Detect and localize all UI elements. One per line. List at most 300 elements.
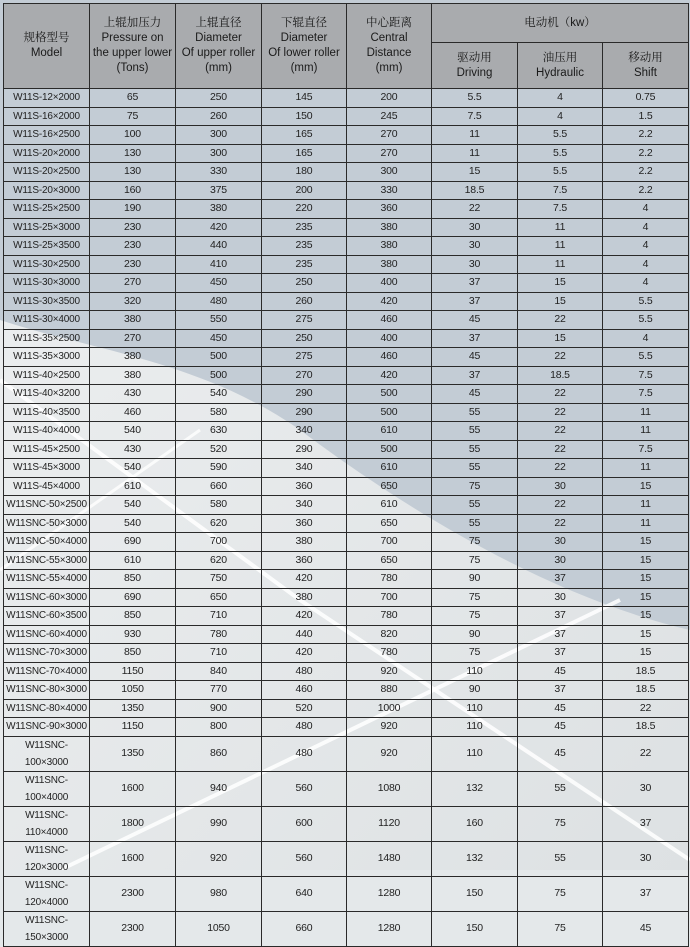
cell-upper-roller: 300 — [176, 144, 262, 163]
cell-hydraulic: 45 — [518, 736, 603, 771]
cell-model: W11S-20×3000 — [4, 181, 90, 200]
cell-lower-roller: 560 — [262, 771, 347, 806]
cell-pressure: 430 — [90, 385, 176, 404]
table-row — [4, 255, 689, 274]
cell-upper-roller: 540 — [176, 385, 262, 404]
cell-lower-roller: 275 — [262, 348, 347, 367]
cell-shift: 11 — [603, 496, 689, 515]
cell-driving: 5.5 — [432, 89, 518, 108]
cell-pressure: 270 — [90, 329, 176, 348]
cell-driving: 55 — [432, 422, 518, 441]
cell-shift: 18.5 — [603, 718, 689, 737]
cell-shift: 2.2 — [603, 181, 689, 200]
cell-upper-roller: 710 — [176, 644, 262, 663]
cell-pressure: 1150 — [90, 718, 176, 737]
cell-pressure: 850 — [90, 570, 176, 589]
table-row — [4, 89, 689, 108]
cell-upper-roller: 980 — [176, 876, 262, 911]
cell-hydraulic: 37 — [518, 607, 603, 626]
cell-upper-roller: 480 — [176, 292, 262, 311]
cell-lower-roller: 420 — [262, 644, 347, 663]
table-row — [4, 551, 689, 570]
cell-shift: 37 — [603, 806, 689, 841]
table-row — [4, 348, 689, 367]
cell-center-distance: 270 — [347, 144, 432, 163]
cell-model: W11S-45×4000 — [4, 477, 90, 496]
cell-shift: 11 — [603, 459, 689, 478]
cell-model: W11S-25×3500 — [4, 237, 90, 256]
cell-hydraulic: 75 — [518, 806, 603, 841]
cell-model: W11S-45×3000 — [4, 459, 90, 478]
cell-lower-roller: 340 — [262, 496, 347, 515]
cell-model: W11S-30×4000 — [4, 311, 90, 330]
cell-hydraulic: 5.5 — [518, 144, 603, 163]
cell-driving: 55 — [432, 440, 518, 459]
cell-hydraulic: 55 — [518, 841, 603, 876]
table-row — [4, 459, 689, 478]
table-row — [4, 841, 689, 876]
cell-lower-roller: 290 — [262, 385, 347, 404]
cell-model: W11SNC-60×3000 — [4, 588, 90, 607]
table-row — [4, 181, 689, 200]
cell-model: W11S-12×2000 — [4, 89, 90, 108]
cell-shift: 7.5 — [603, 440, 689, 459]
cell-hydraulic: 4 — [518, 89, 603, 108]
cell-driving: 18.5 — [432, 181, 518, 200]
cell-center-distance: 920 — [347, 718, 432, 737]
cell-shift: 2.2 — [603, 144, 689, 163]
cell-shift: 4 — [603, 255, 689, 274]
cell-lower-roller: 250 — [262, 329, 347, 348]
cell-pressure: 1350 — [90, 699, 176, 718]
cell-driving: 55 — [432, 459, 518, 478]
cell-lower-roller: 340 — [262, 422, 347, 441]
cell-upper-roller: 375 — [176, 181, 262, 200]
cell-hydraulic: 45 — [518, 662, 603, 681]
cell-center-distance: 610 — [347, 422, 432, 441]
cell-upper-roller: 440 — [176, 237, 262, 256]
cell-hydraulic: 37 — [518, 644, 603, 663]
cell-lower-roller: 480 — [262, 718, 347, 737]
cell-center-distance: 380 — [347, 218, 432, 237]
cell-driving: 37 — [432, 274, 518, 293]
cell-upper-roller: 450 — [176, 329, 262, 348]
table-row — [4, 403, 689, 422]
cell-driving: 30 — [432, 237, 518, 256]
cell-lower-roller: 520 — [262, 699, 347, 718]
cell-center-distance: 650 — [347, 477, 432, 496]
cell-hydraulic: 30 — [518, 533, 603, 552]
cell-center-distance: 460 — [347, 348, 432, 367]
cell-lower-roller: 420 — [262, 570, 347, 589]
cell-shift: 0.75 — [603, 89, 689, 108]
table-row — [4, 681, 689, 700]
cell-center-distance: 460 — [347, 311, 432, 330]
cell-hydraulic: 11 — [518, 218, 603, 237]
cell-hydraulic: 75 — [518, 876, 603, 911]
cell-upper-roller: 450 — [176, 274, 262, 293]
cell-pressure: 230 — [90, 218, 176, 237]
cell-upper-roller: 620 — [176, 514, 262, 533]
cell-hydraulic: 15 — [518, 292, 603, 311]
cell-pressure: 850 — [90, 607, 176, 626]
cell-upper-roller: 840 — [176, 662, 262, 681]
cell-hydraulic: 18.5 — [518, 366, 603, 385]
cell-center-distance: 1000 — [347, 699, 432, 718]
cell-model: W11SNC-120×3000 — [4, 841, 90, 876]
cell-driving: 160 — [432, 806, 518, 841]
cell-model: W11SNC-90×3000 — [4, 718, 90, 737]
cell-upper-roller: 590 — [176, 459, 262, 478]
cell-pressure: 100 — [90, 126, 176, 145]
cell-center-distance: 400 — [347, 329, 432, 348]
cell-driving: 132 — [432, 841, 518, 876]
cell-model: W11SNC-70×4000 — [4, 662, 90, 681]
table-row — [4, 699, 689, 718]
cell-hydraulic: 22 — [518, 385, 603, 404]
table-row — [4, 366, 689, 385]
cell-center-distance: 500 — [347, 440, 432, 459]
cell-driving: 15 — [432, 163, 518, 182]
cell-shift: 5.5 — [603, 292, 689, 311]
cell-center-distance: 1280 — [347, 911, 432, 946]
cell-shift: 4 — [603, 237, 689, 256]
table-row — [4, 107, 689, 126]
cell-model: W11S-30×2500 — [4, 255, 90, 274]
cell-pressure: 850 — [90, 644, 176, 663]
cell-center-distance: 700 — [347, 588, 432, 607]
cell-shift: 1.5 — [603, 107, 689, 126]
cell-pressure: 1600 — [90, 841, 176, 876]
cell-shift: 22 — [603, 736, 689, 771]
table-row — [4, 771, 689, 806]
table-row — [4, 533, 689, 552]
cell-model: W11SNC-50×3000 — [4, 514, 90, 533]
cell-hydraulic: 22 — [518, 403, 603, 422]
cell-pressure: 540 — [90, 514, 176, 533]
cell-center-distance: 200 — [347, 89, 432, 108]
cell-lower-roller: 165 — [262, 144, 347, 163]
cell-center-distance: 270 — [347, 126, 432, 145]
cell-center-distance: 920 — [347, 662, 432, 681]
cell-driving: 110 — [432, 662, 518, 681]
table-row — [4, 718, 689, 737]
cell-driving: 30 — [432, 255, 518, 274]
cell-upper-roller: 750 — [176, 570, 262, 589]
cell-driving: 75 — [432, 644, 518, 663]
cell-shift: 15 — [603, 533, 689, 552]
header-upper-roller: 上辊直径 Diameter Of upper roller (mm) — [176, 4, 262, 89]
cell-upper-roller: 900 — [176, 699, 262, 718]
cell-model: W11SNC-60×4000 — [4, 625, 90, 644]
cell-shift: 15 — [603, 551, 689, 570]
cell-upper-roller: 410 — [176, 255, 262, 274]
cell-pressure: 1350 — [90, 736, 176, 771]
cell-pressure: 540 — [90, 459, 176, 478]
cell-model: W11SNC-100×3000 — [4, 736, 90, 771]
cell-shift: 30 — [603, 841, 689, 876]
cell-hydraulic: 15 — [518, 274, 603, 293]
cell-shift: 15 — [603, 644, 689, 663]
cell-shift: 5.5 — [603, 348, 689, 367]
cell-driving: 90 — [432, 625, 518, 644]
cell-driving: 37 — [432, 366, 518, 385]
cell-driving: 45 — [432, 348, 518, 367]
cell-center-distance: 245 — [347, 107, 432, 126]
cell-pressure: 130 — [90, 163, 176, 182]
cell-upper-roller: 710 — [176, 607, 262, 626]
cell-center-distance: 880 — [347, 681, 432, 700]
cell-shift: 15 — [603, 477, 689, 496]
header-pressure: 上辊加压力 Pressure on the upper lower (Tons) — [90, 4, 176, 89]
cell-pressure: 160 — [90, 181, 176, 200]
cell-hydraulic: 22 — [518, 440, 603, 459]
cell-hydraulic: 22 — [518, 459, 603, 478]
cell-shift: 5.5 — [603, 311, 689, 330]
cell-lower-roller: 480 — [262, 736, 347, 771]
cell-upper-roller: 780 — [176, 625, 262, 644]
table-row — [4, 876, 689, 911]
cell-pressure: 610 — [90, 477, 176, 496]
cell-pressure: 130 — [90, 144, 176, 163]
cell-shift: 45 — [603, 911, 689, 946]
cell-pressure: 270 — [90, 274, 176, 293]
cell-lower-roller: 270 — [262, 366, 347, 385]
cell-hydraulic: 7.5 — [518, 181, 603, 200]
cell-pressure: 690 — [90, 588, 176, 607]
cell-hydraulic: 22 — [518, 311, 603, 330]
cell-upper-roller: 520 — [176, 440, 262, 459]
cell-driving: 7.5 — [432, 107, 518, 126]
cell-lower-roller: 560 — [262, 841, 347, 876]
cell-upper-roller: 500 — [176, 348, 262, 367]
cell-shift: 7.5 — [603, 385, 689, 404]
cell-model: W11S-40×3500 — [4, 403, 90, 422]
cell-lower-roller: 275 — [262, 311, 347, 330]
cell-shift: 11 — [603, 403, 689, 422]
cell-driving: 11 — [432, 144, 518, 163]
cell-driving: 110 — [432, 736, 518, 771]
cell-center-distance: 610 — [347, 459, 432, 478]
cell-shift: 15 — [603, 570, 689, 589]
cell-lower-roller: 260 — [262, 292, 347, 311]
cell-driving: 37 — [432, 329, 518, 348]
cell-lower-roller: 600 — [262, 806, 347, 841]
cell-driving: 110 — [432, 718, 518, 737]
cell-model: W11S-16×2500 — [4, 126, 90, 145]
cell-hydraulic: 11 — [518, 255, 603, 274]
cell-hydraulic: 75 — [518, 911, 603, 946]
cell-shift: 15 — [603, 625, 689, 644]
table-row — [4, 237, 689, 256]
cell-lower-roller: 440 — [262, 625, 347, 644]
cell-pressure: 540 — [90, 496, 176, 515]
table-row — [4, 644, 689, 663]
cell-hydraulic: 55 — [518, 771, 603, 806]
cell-pressure: 2300 — [90, 876, 176, 911]
cell-hydraulic: 45 — [518, 699, 603, 718]
table-row — [4, 496, 689, 515]
table-row — [4, 163, 689, 182]
cell-center-distance: 650 — [347, 551, 432, 570]
cell-pressure: 230 — [90, 255, 176, 274]
cell-pressure: 1800 — [90, 806, 176, 841]
cell-lower-roller: 340 — [262, 459, 347, 478]
header-shift: 移动用 Shift — [603, 43, 689, 89]
cell-hydraulic: 30 — [518, 551, 603, 570]
table-row — [4, 588, 689, 607]
table-row — [4, 218, 689, 237]
cell-center-distance: 780 — [347, 644, 432, 663]
cell-lower-roller: 250 — [262, 274, 347, 293]
cell-upper-roller: 990 — [176, 806, 262, 841]
cell-driving: 55 — [432, 514, 518, 533]
cell-pressure: 930 — [90, 625, 176, 644]
table-row — [4, 274, 689, 293]
cell-driving: 75 — [432, 533, 518, 552]
cell-lower-roller: 360 — [262, 514, 347, 533]
cell-driving: 150 — [432, 911, 518, 946]
cell-lower-roller: 150 — [262, 107, 347, 126]
cell-driving: 75 — [432, 477, 518, 496]
cell-model: W11SNC-50×2500 — [4, 496, 90, 515]
cell-shift: 18.5 — [603, 681, 689, 700]
cell-driving: 110 — [432, 699, 518, 718]
cell-lower-roller: 480 — [262, 662, 347, 681]
cell-model: W11S-35×2500 — [4, 329, 90, 348]
table-row — [4, 440, 689, 459]
cell-lower-roller: 360 — [262, 551, 347, 570]
cell-upper-roller: 800 — [176, 718, 262, 737]
cell-lower-roller: 220 — [262, 200, 347, 219]
table-row — [4, 570, 689, 589]
cell-model: W11SNC-120×4000 — [4, 876, 90, 911]
cell-upper-roller: 420 — [176, 218, 262, 237]
cell-hydraulic: 7.5 — [518, 200, 603, 219]
cell-upper-roller: 580 — [176, 403, 262, 422]
cell-lower-roller: 360 — [262, 477, 347, 496]
cell-pressure: 75 — [90, 107, 176, 126]
table-row — [4, 625, 689, 644]
cell-center-distance: 1080 — [347, 771, 432, 806]
cell-pressure: 610 — [90, 551, 176, 570]
cell-upper-roller: 500 — [176, 366, 262, 385]
header-center-distance: 中心距离 Central Distance (mm) — [347, 4, 432, 89]
cell-hydraulic: 22 — [518, 422, 603, 441]
cell-hydraulic: 11 — [518, 237, 603, 256]
cell-model: W11S-25×2500 — [4, 200, 90, 219]
cell-driving: 75 — [432, 551, 518, 570]
cell-lower-roller: 380 — [262, 588, 347, 607]
cell-hydraulic: 37 — [518, 625, 603, 644]
cell-lower-roller: 380 — [262, 533, 347, 552]
cell-center-distance: 330 — [347, 181, 432, 200]
cell-shift: 4 — [603, 200, 689, 219]
table-row — [4, 736, 689, 771]
cell-hydraulic: 30 — [518, 588, 603, 607]
cell-lower-roller: 235 — [262, 255, 347, 274]
cell-driving: 37 — [432, 292, 518, 311]
cell-driving: 30 — [432, 218, 518, 237]
cell-lower-roller: 165 — [262, 126, 347, 145]
cell-shift: 4 — [603, 274, 689, 293]
cell-model: W11S-40×2500 — [4, 366, 90, 385]
cell-shift: 2.2 — [603, 163, 689, 182]
table-row — [4, 607, 689, 626]
cell-center-distance: 1480 — [347, 841, 432, 876]
cell-shift: 15 — [603, 588, 689, 607]
cell-hydraulic: 5.5 — [518, 126, 603, 145]
cell-lower-roller: 290 — [262, 440, 347, 459]
cell-lower-roller: 145 — [262, 89, 347, 108]
cell-center-distance: 780 — [347, 607, 432, 626]
cell-pressure: 690 — [90, 533, 176, 552]
cell-upper-roller: 260 — [176, 107, 262, 126]
cell-center-distance: 500 — [347, 385, 432, 404]
cell-driving: 45 — [432, 311, 518, 330]
cell-model: W11SNC-55×3000 — [4, 551, 90, 570]
cell-upper-roller: 1050 — [176, 911, 262, 946]
cell-center-distance: 700 — [347, 533, 432, 552]
cell-model: W11SNC-55×4000 — [4, 570, 90, 589]
cell-center-distance: 420 — [347, 366, 432, 385]
table-row — [4, 311, 689, 330]
cell-model: W11S-40×3200 — [4, 385, 90, 404]
cell-upper-roller: 860 — [176, 736, 262, 771]
cell-hydraulic: 22 — [518, 496, 603, 515]
cell-upper-roller: 940 — [176, 771, 262, 806]
cell-upper-roller: 770 — [176, 681, 262, 700]
cell-lower-roller: 235 — [262, 218, 347, 237]
table-row — [4, 200, 689, 219]
table-row — [4, 126, 689, 145]
cell-center-distance: 400 — [347, 274, 432, 293]
cell-model: W11SNC-100×4000 — [4, 771, 90, 806]
cell-center-distance: 1120 — [347, 806, 432, 841]
table-row — [4, 144, 689, 163]
cell-center-distance: 920 — [347, 736, 432, 771]
cell-shift: 22 — [603, 699, 689, 718]
cell-model: W11SNC-60×3500 — [4, 607, 90, 626]
cell-model: W11S-20×2500 — [4, 163, 90, 182]
cell-upper-roller: 380 — [176, 200, 262, 219]
cell-pressure: 380 — [90, 311, 176, 330]
cell-upper-roller: 630 — [176, 422, 262, 441]
cell-lower-roller: 200 — [262, 181, 347, 200]
cell-pressure: 460 — [90, 403, 176, 422]
cell-upper-roller: 660 — [176, 477, 262, 496]
table-row — [4, 477, 689, 496]
cell-driving: 75 — [432, 607, 518, 626]
header-driving: 驱动用 Driving — [432, 43, 518, 89]
cell-pressure: 2300 — [90, 911, 176, 946]
cell-center-distance: 780 — [347, 570, 432, 589]
cell-pressure: 190 — [90, 200, 176, 219]
cell-driving: 22 — [432, 200, 518, 219]
cell-pressure: 430 — [90, 440, 176, 459]
cell-model: W11S-40×4000 — [4, 422, 90, 441]
cell-shift: 4 — [603, 329, 689, 348]
cell-shift: 15 — [603, 607, 689, 626]
cell-center-distance: 420 — [347, 292, 432, 311]
header-motor: 电动机（kw） — [432, 4, 689, 43]
cell-lower-roller: 640 — [262, 876, 347, 911]
cell-center-distance: 650 — [347, 514, 432, 533]
cell-driving: 55 — [432, 403, 518, 422]
cell-model: W11S-16×2000 — [4, 107, 90, 126]
cell-hydraulic: 5.5 — [518, 163, 603, 182]
cell-lower-roller: 235 — [262, 237, 347, 256]
